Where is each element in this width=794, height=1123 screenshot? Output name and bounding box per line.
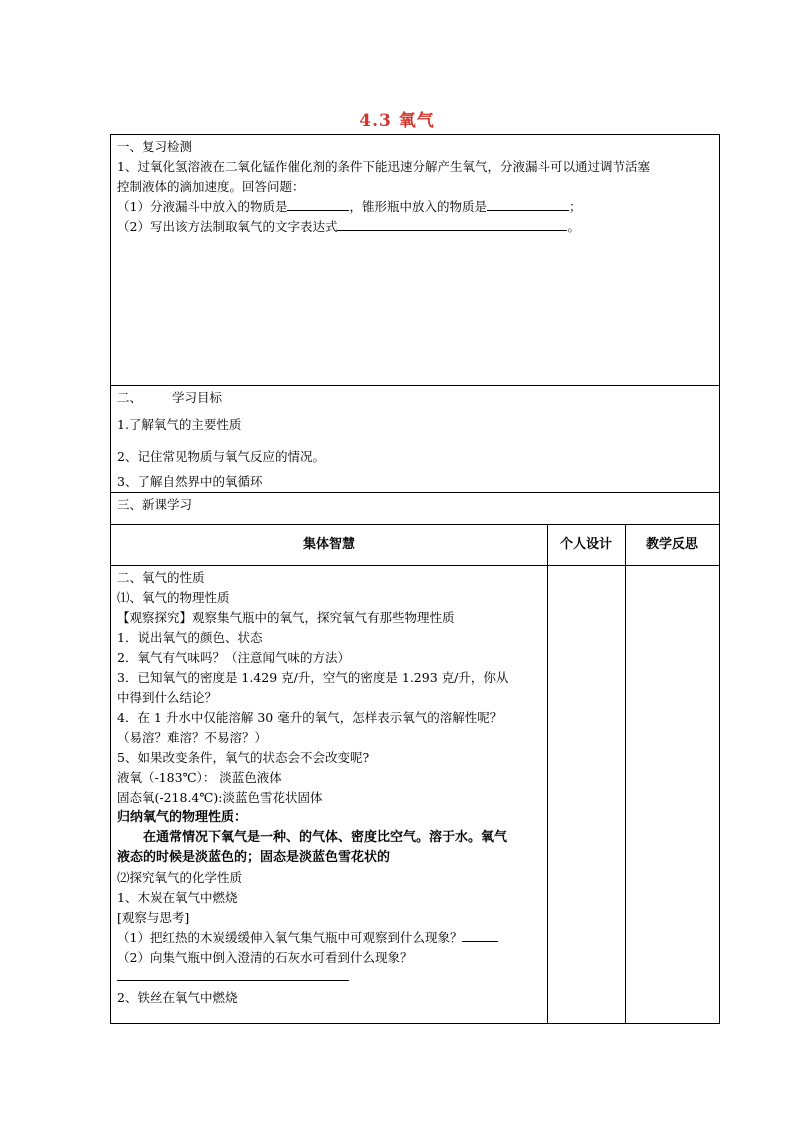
- goal-item: 1.了解氧气的主要性质: [117, 417, 242, 432]
- review-question-line-1: 1、过氧化氢溶液在二氧化锰作催化剂的条件下能迅速分解产生氧气，分液漏斗可以通过调节活塞: [117, 159, 650, 174]
- content-line: 二、氧气的性质: [117, 570, 205, 585]
- collective-content: [111, 566, 547, 1010]
- content-summary-line: 液态的时候是淡蓝色的；固态是淡蓝色雪花状的: [117, 850, 391, 865]
- review-section: [111, 135, 719, 386]
- answer-blank-5[interactable]: [117, 980, 349, 981]
- content-line: 2．氧气有气味吗？（注意闻气味的方法）: [117, 650, 350, 665]
- content-line: （易溶？难溶？不易溶？）: [117, 730, 268, 745]
- answer-blank-4[interactable]: [462, 928, 498, 942]
- worksheet-table: [110, 134, 720, 1024]
- content-line: 4．在 1 升水中仅能溶解 30 毫升的氧气，怎样表示氧气的溶解性呢？: [117, 710, 503, 725]
- goals-section: [111, 386, 719, 493]
- goal-item: 3、了解自然界中的氧循环: [117, 474, 263, 489]
- page-title: 4.3 氧气: [359, 111, 435, 131]
- column-header-reflection: 教学反思: [645, 537, 698, 552]
- content-line: 【观察探究】观察集气瓶中的氧气，探究氧气有那些物理性质: [117, 610, 455, 625]
- review-question-line-2: 控制液体的滴加速度。回答问题：: [117, 179, 305, 194]
- answer-line: [117, 968, 541, 988]
- content-line: 液氧（-183℃）： 淡蓝色液体: [117, 770, 282, 785]
- content-line: 固态氧(-218.4℃):淡蓝色雪花状固体: [117, 790, 323, 805]
- column-header-collective: 集体智慧: [302, 537, 355, 552]
- new-study-heading: 三、新课学习: [117, 497, 193, 512]
- content-line: 1．说出氧气的颜色、状态: [117, 630, 263, 645]
- column-divider: [625, 525, 626, 1023]
- content-line: ⑵探究氧气的化学性质: [117, 870, 243, 885]
- answer-blank-2[interactable]: [487, 197, 569, 211]
- review-heading: 一、复习检测: [117, 139, 193, 154]
- new-study-section: [111, 493, 719, 525]
- content-line: [观察与思考]: [117, 910, 190, 925]
- content-line: 3．已知氧气的密度是 1.429 克/升，空气的密度是 1.293 克/升，你从: [117, 670, 509, 685]
- content-line: 2、铁丝在氧气中燃烧: [117, 990, 238, 1005]
- content-line: （1）把红热的木炭缓缓伸入氧气集气瓶中可观察到什么现象？: [117, 928, 541, 948]
- goals-heading: 二、 学习目标: [117, 390, 223, 405]
- content-line: 5、如果改变条件，氧气的状态会不会改变呢?: [117, 750, 370, 765]
- column-header-personal: 个人设计: [559, 537, 612, 552]
- answer-blank-3[interactable]: [337, 217, 567, 231]
- column-header-divider: [111, 525, 719, 566]
- column-divider: [547, 525, 548, 1023]
- content-line: ⑴、氧气的物理性质: [117, 590, 230, 605]
- review-subquestion-1: （1）分液漏斗中放入的物质是 ，锥形瓶中放入的物质是 ；: [117, 199, 582, 214]
- content-line: （2）向集气瓶中倒入澄清的石灰水可看到什么现象？: [117, 950, 413, 965]
- content-line: 中得到什么结论？: [117, 690, 218, 705]
- content-line: 1、木炭在氧气中燃烧: [117, 890, 238, 905]
- content-summary-heading: 归纳氧气的物理性质：: [117, 810, 248, 825]
- answer-blank-1[interactable]: [287, 197, 349, 211]
- review-subquestion-2: （2）写出该方法制取氧气的文字表达式 。: [117, 219, 580, 234]
- goal-item: 2、记住常见物质与氧气反应的情况。: [117, 449, 325, 464]
- content-summary-line: 在通常情况下氧气是一种、的气体、密度比空气。溶于水。氧气: [143, 830, 508, 845]
